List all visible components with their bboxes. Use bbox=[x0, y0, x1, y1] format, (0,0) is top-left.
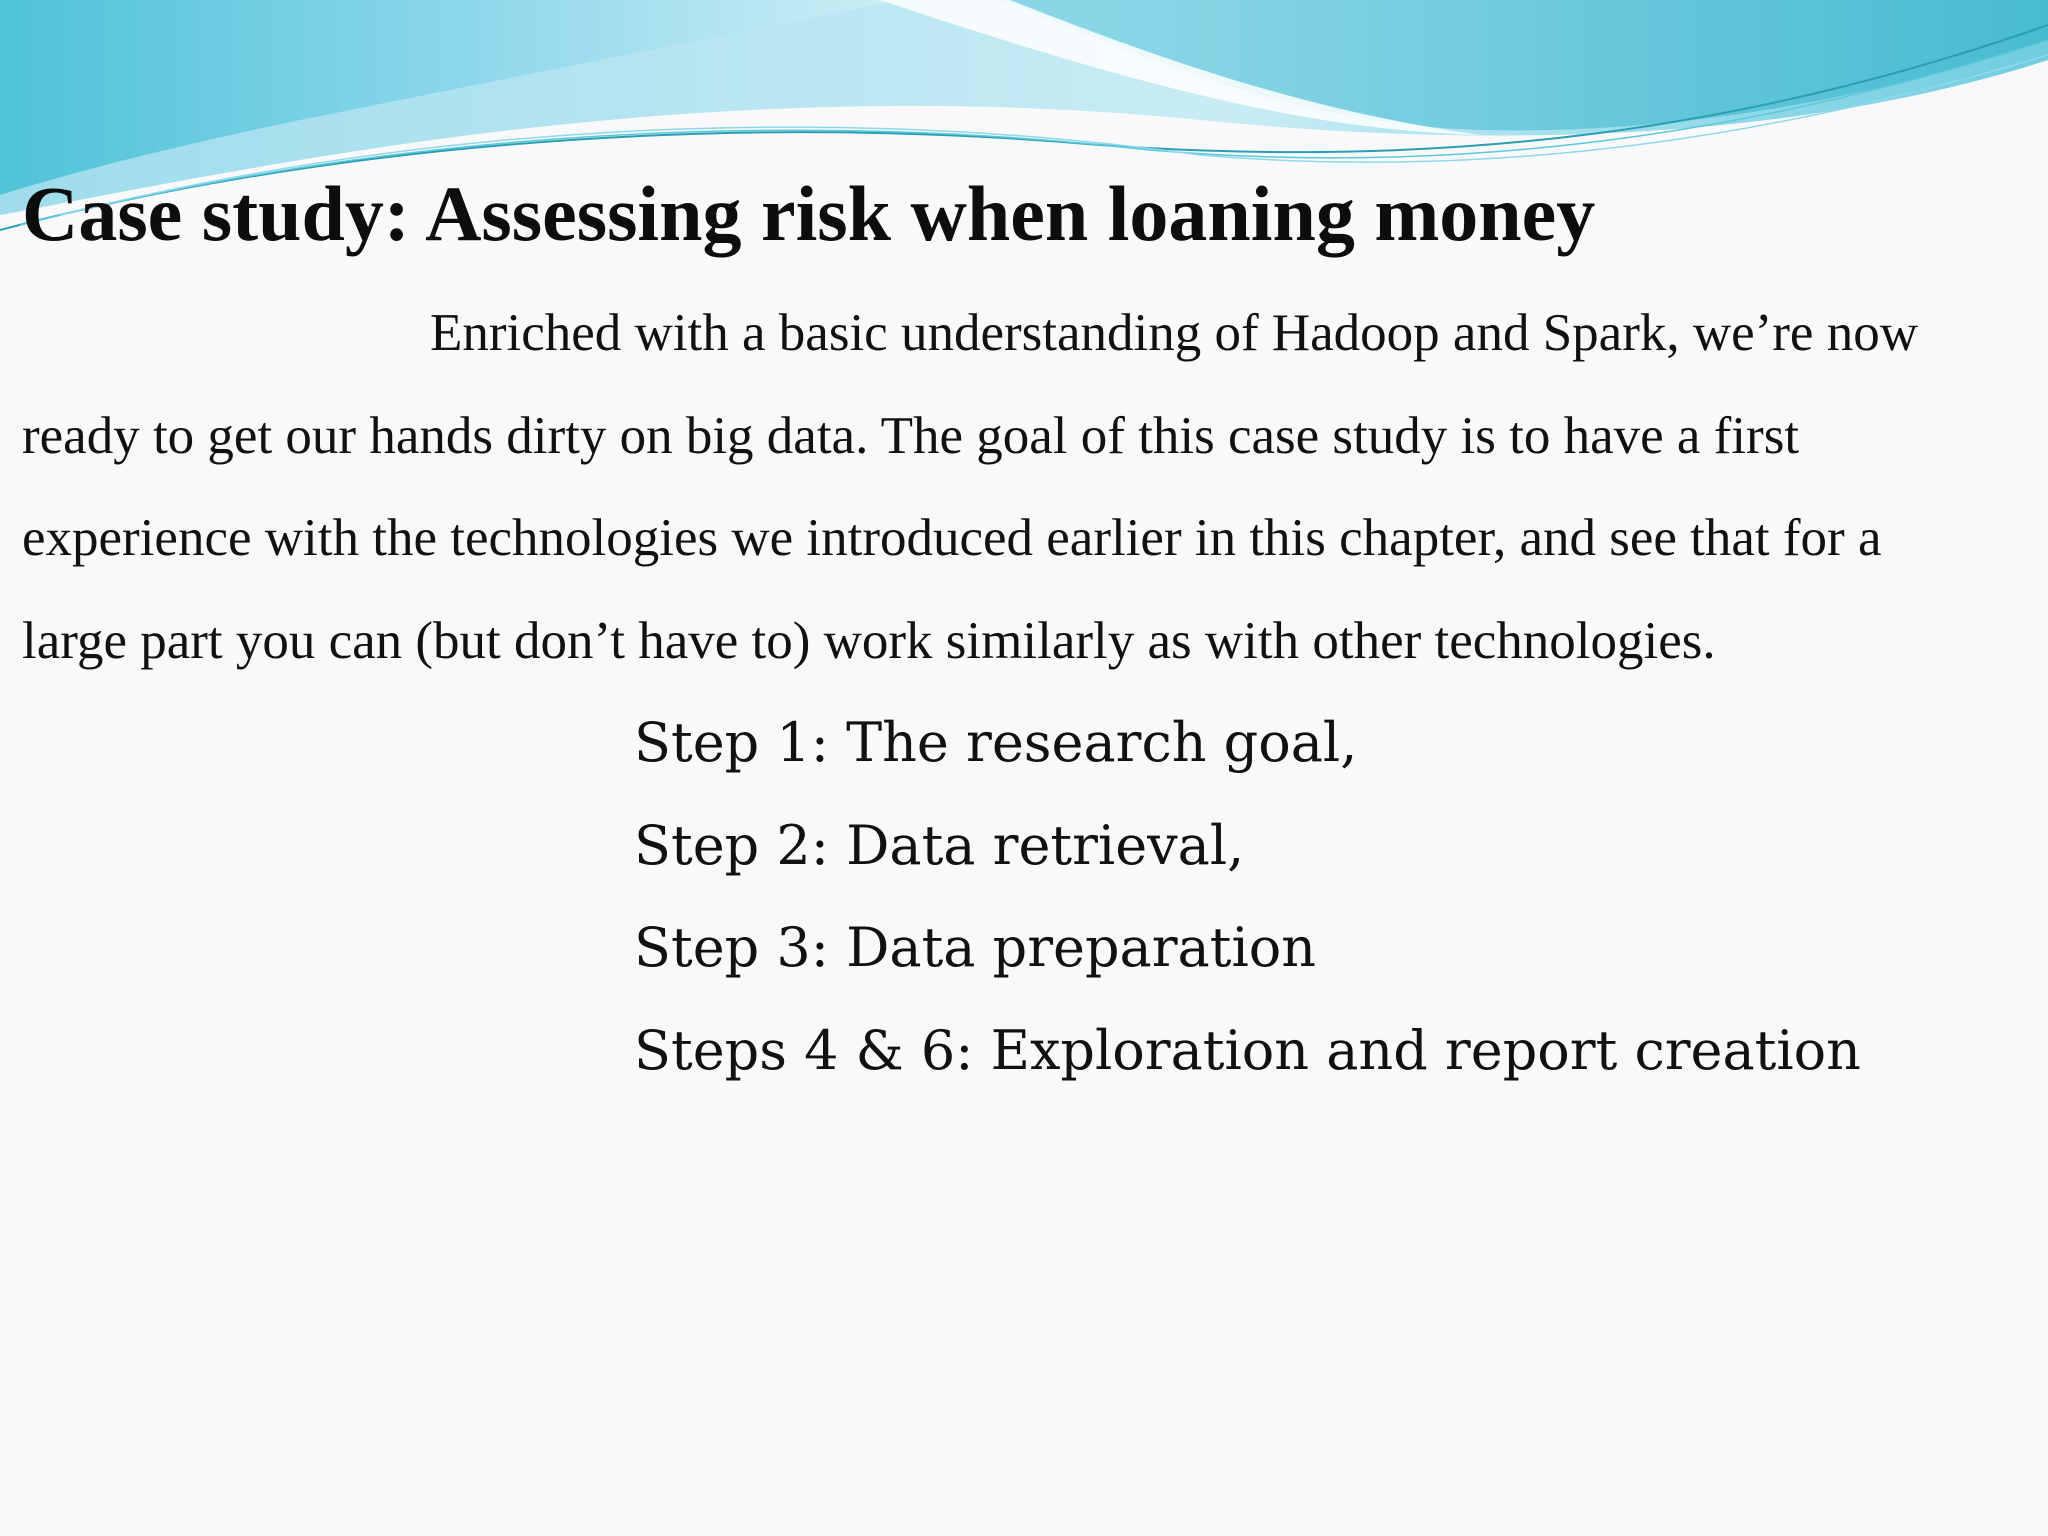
step-item: Step 2: Data retrieval, bbox=[634, 813, 1245, 877]
step-item: Step 1: The research goal, bbox=[634, 711, 1358, 774]
step-item: Steps 4 & 6: Exploration and report creation bbox=[634, 1018, 1861, 1082]
intro-paragraph bbox=[22, 282, 2032, 692]
step-item: Step 3: Data preparation bbox=[634, 916, 1317, 979]
paragraph-line: Enriched with a basic understanding of Hadoop and Spark, we’re now bbox=[430, 304, 1918, 362]
paragraph-line: experience with the technologies we introduced earlier in this chapter, and see that for a bbox=[22, 509, 1882, 567]
paragraph-line: large part you can (but don’t have to) work similarly as with other technologies. bbox=[22, 611, 1716, 670]
steps-list bbox=[634, 692, 1861, 1102]
slide-title: Case study: Assessing risk when loaning money bbox=[22, 170, 1596, 257]
paragraph-line: ready to get our hands dirty on big data. The goal of this case study is to have a first bbox=[22, 406, 1800, 465]
